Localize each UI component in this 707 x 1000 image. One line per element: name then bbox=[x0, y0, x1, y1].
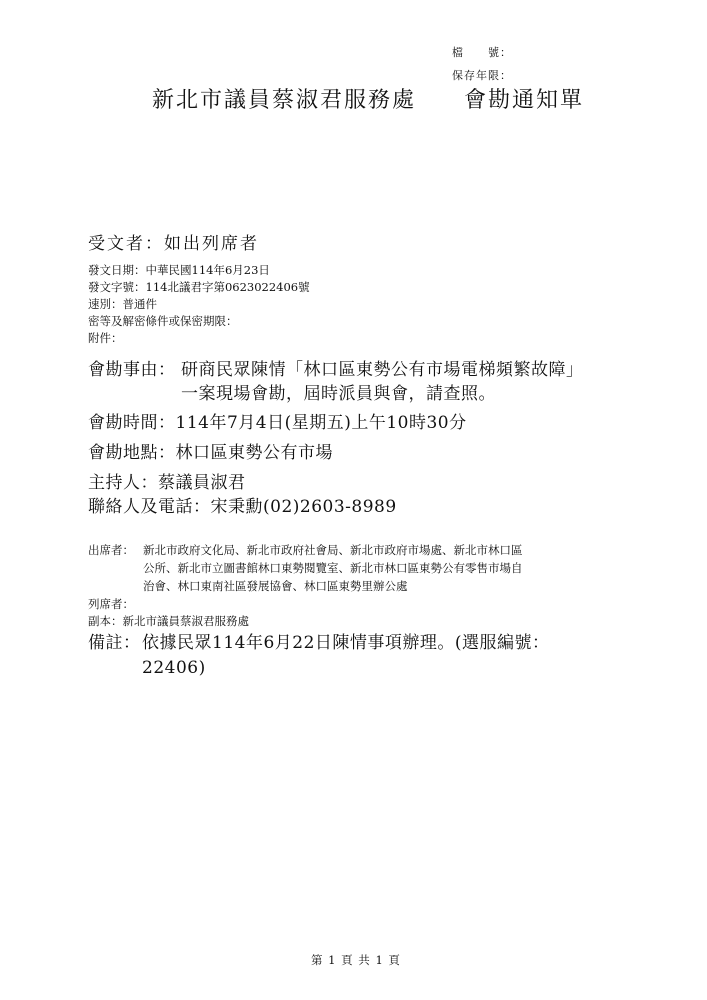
delivery-speed: 速別：普通件 bbox=[88, 297, 157, 311]
file-number-label: 檔 號： bbox=[452, 46, 512, 59]
issue-date: 發文日期：中華民國114年6月23日 bbox=[88, 263, 270, 277]
inspection-time: 會勘時間：114年7月4日(星期五)上午10時30分 bbox=[88, 413, 467, 433]
retention-period-label: 保存年限： bbox=[452, 69, 512, 82]
inspection-subject-line2: 一案現場會勘，屆時派員與會，請查照。 bbox=[181, 384, 496, 404]
attachments: 附件： bbox=[88, 331, 123, 345]
attendees-line2: 公所、新北市立圖書館林口東勢閱覽室、新北市林口區東勢公有零售市場自 bbox=[143, 561, 523, 575]
attendees-line3: 治會、林口東南社區發展協會、林口區東勢里辦公處 bbox=[143, 579, 408, 593]
contact-person: 聯絡人及電話：宋秉勳(02)2603-8989 bbox=[88, 497, 397, 517]
remark-line2: 22406) bbox=[142, 658, 206, 678]
host: 主持人：蔡議員淑君 bbox=[88, 473, 246, 493]
inspection-place: 會勘地點：林口區東勢公有市場 bbox=[88, 443, 333, 463]
page-title: 新北市議員蔡淑君服務處 會勘通知單 bbox=[152, 88, 585, 113]
inspection-subject-label: 會勘事由： bbox=[88, 360, 176, 380]
attendees-line1: 新北市政府文化局、新北市政府社會局、新北市政府市場處、新北市林口區 bbox=[143, 543, 523, 557]
observers-label: 列席者： bbox=[88, 597, 134, 611]
document-number: 發文字號：114北議君字第0623022406號 bbox=[88, 280, 310, 294]
inspection-subject-line1: 研商民眾陳情「林口區東勢公有市場電梯頻繁故障」 bbox=[181, 360, 584, 380]
recipient-line: 受文者：如出列席者 bbox=[88, 234, 259, 254]
remark-line1: 依據民眾114年6月22日陳情事項辦理。(選服編號： bbox=[142, 633, 550, 653]
page-number: 第 1 頁 共 1 頁 bbox=[311, 953, 401, 967]
remark-label: 備註： bbox=[88, 633, 141, 653]
attendees-label: 出席者： bbox=[88, 543, 134, 557]
secrecy-level: 密等及解密條件或保密期限： bbox=[88, 314, 238, 328]
copy-to: 副本：新北市議員蔡淑君服務處 bbox=[88, 614, 249, 628]
